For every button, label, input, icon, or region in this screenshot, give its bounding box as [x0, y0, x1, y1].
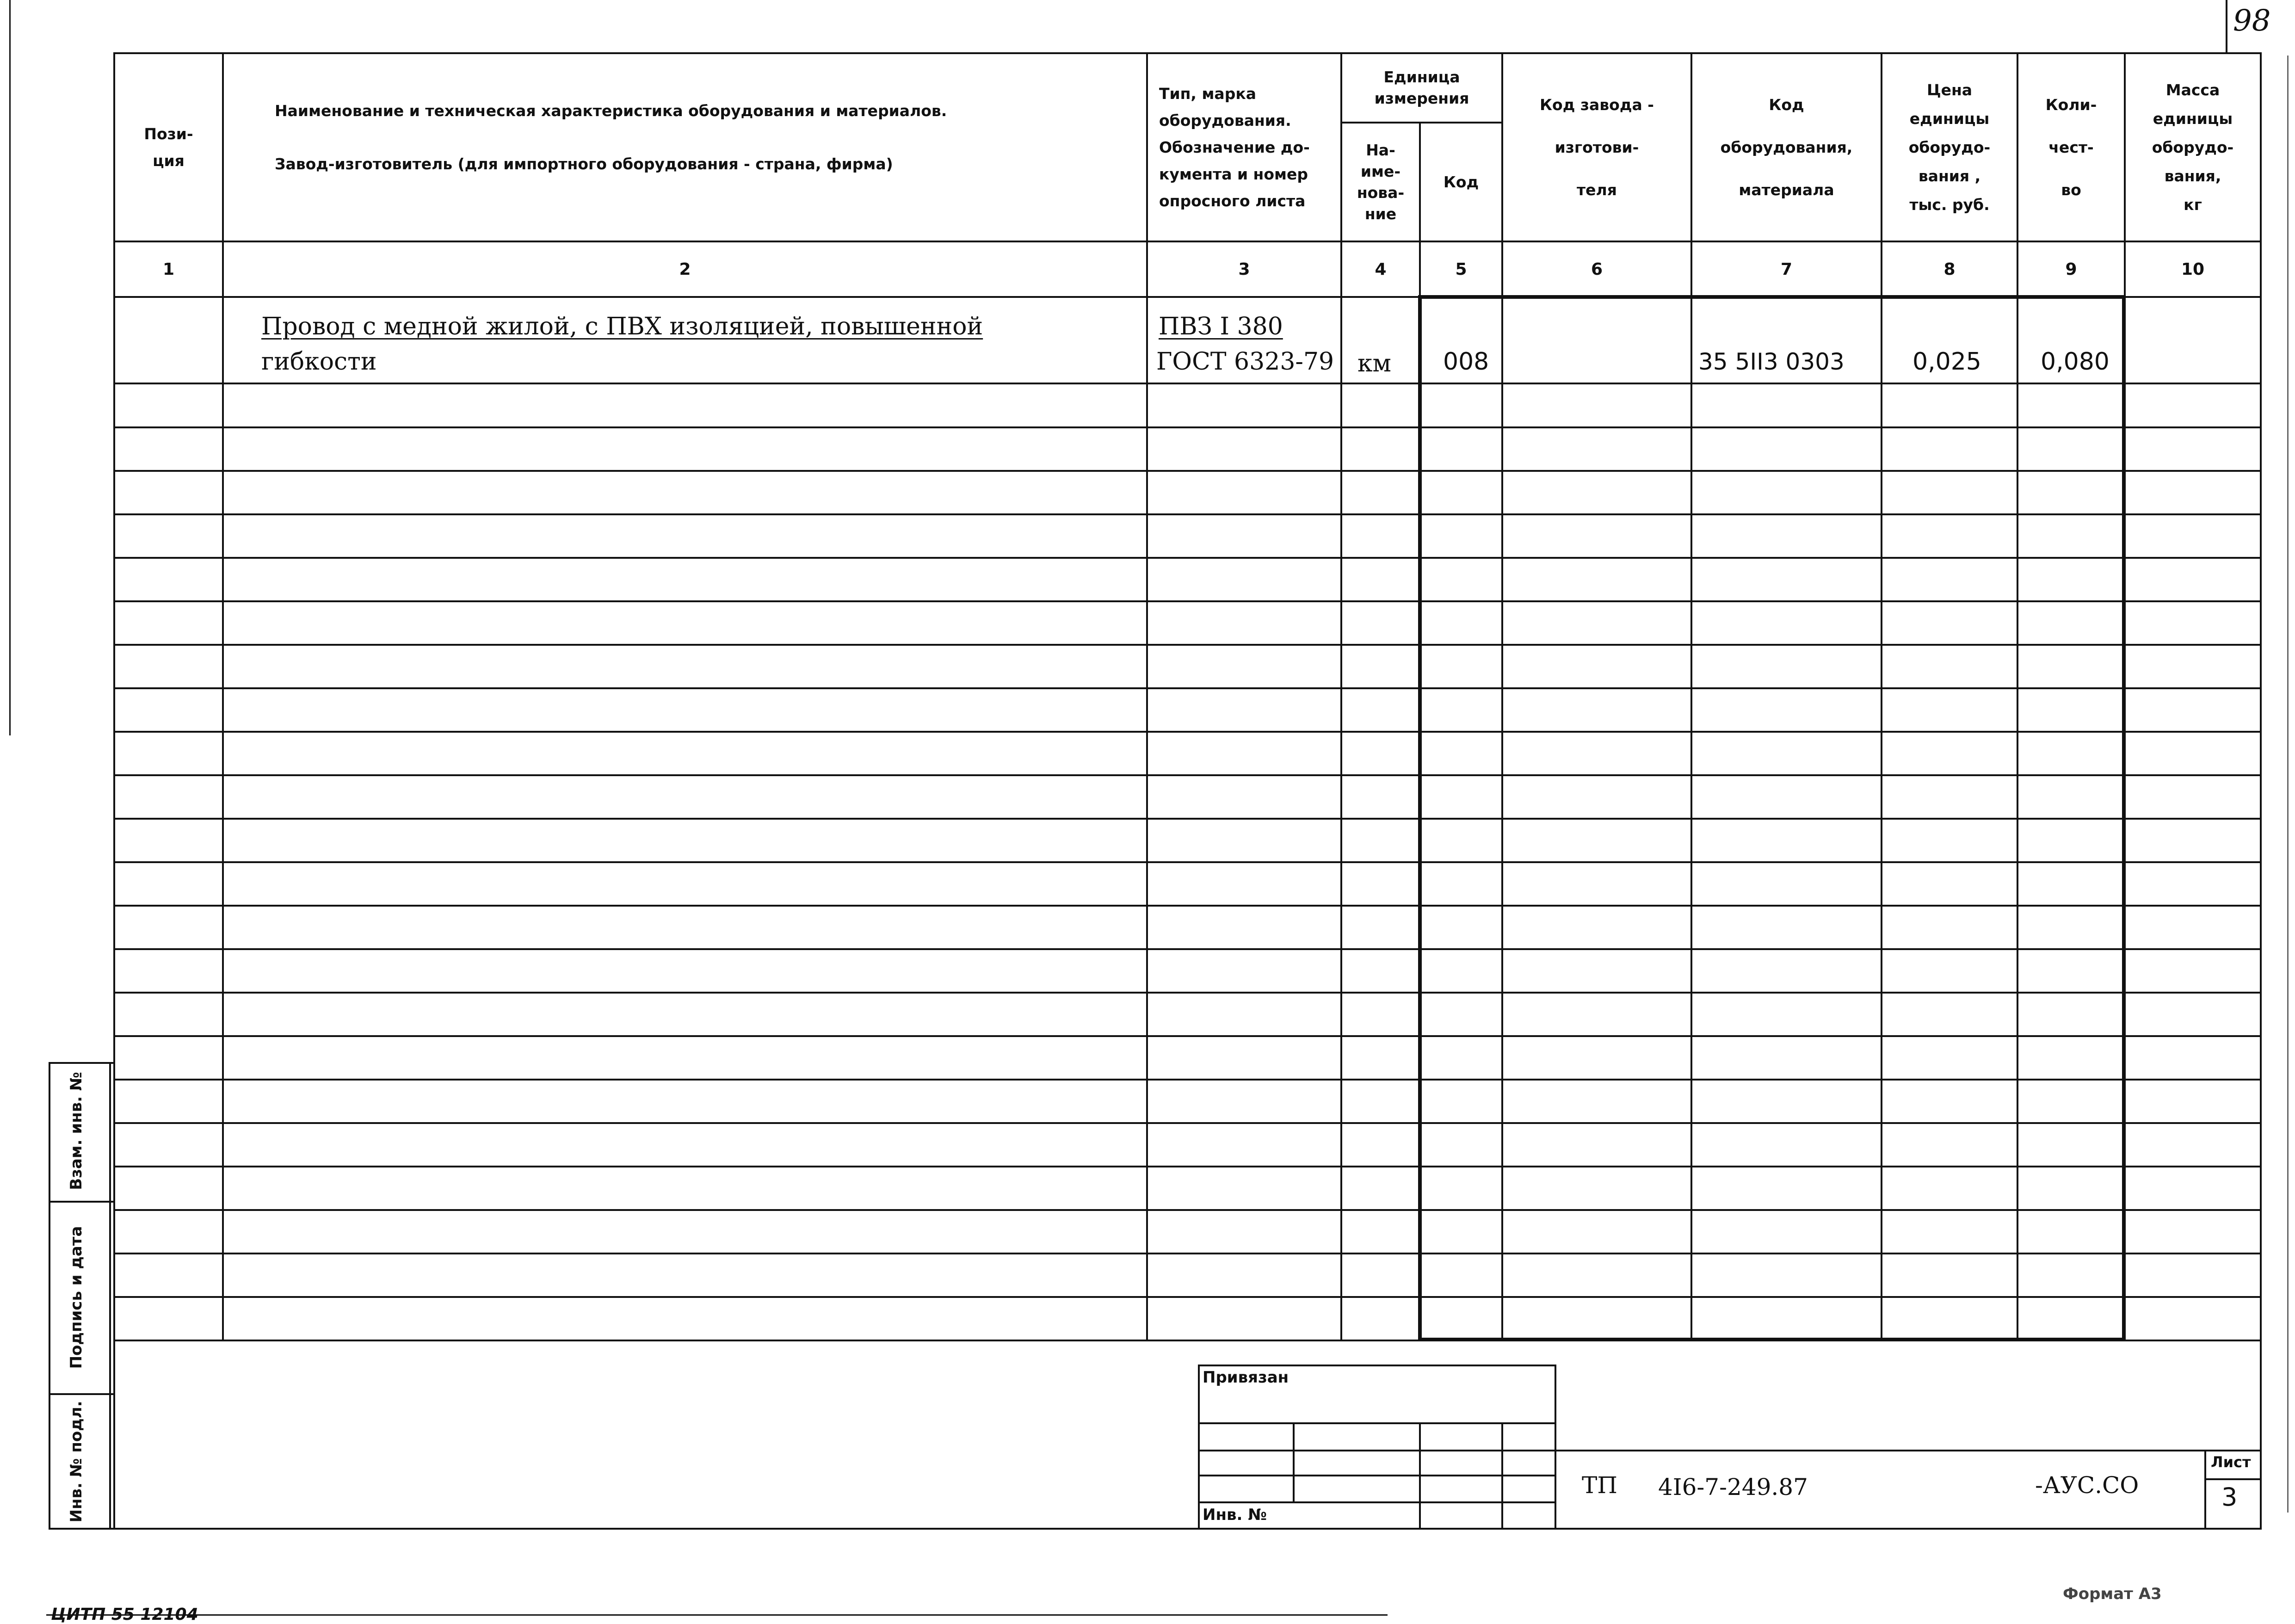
header-col3: Тип, марка оборудования. Обозначение до- кумента и номер опросного листа: [1159, 84, 1310, 210]
stamp-original-inv: Инв. № подл.: [67, 1401, 86, 1523]
header-col10: Масса единицы оборудо- вания, кг: [2152, 80, 2234, 214]
item-name-line2: гибкости: [261, 348, 377, 376]
footer-right: Формат А3: [2063, 1585, 2162, 1603]
item-price: 0,025: [1912, 348, 1981, 376]
item-type-line1: ПВЗ I 380: [1159, 313, 1283, 340]
inv-number-label: Инв. №: [1203, 1506, 1267, 1524]
item-unit-code: 008: [1443, 348, 1489, 376]
column-number: 1: [162, 259, 175, 279]
stamp-signature-date: Подпись и дата: [67, 1226, 86, 1369]
footer-left: ЦИТП 55 12104: [51, 1605, 198, 1624]
column-number: 6: [1591, 259, 1603, 279]
header-col8: Цена единицы оборудо- вания , тыс. руб.: [1908, 80, 1991, 214]
header-col9: Коли- чест- во: [2045, 95, 2097, 199]
item-material-code: 35 5II3 0303: [1698, 348, 1845, 375]
header-col7: Код оборудования, материала: [1720, 95, 1853, 199]
header-col5: Код: [1443, 173, 1479, 191]
column-number: 10: [2181, 259, 2205, 279]
header-col2-line2: Завод-изготовитель (для импортного оборудования - страна, фирма): [275, 155, 893, 173]
column-number: 2: [679, 259, 691, 279]
column-number: 5: [1455, 259, 1467, 279]
item-unit: км: [1357, 350, 1391, 377]
column-number: 8: [1943, 259, 1956, 279]
header-col4: На- име- нова- ние: [1357, 141, 1405, 223]
header-col6: Код завода - изготови- теля: [1540, 95, 1654, 199]
item-quantity: 0,080: [2041, 348, 2110, 376]
item-type-line2: ГОСТ 6323-79: [1156, 348, 1334, 376]
column-number: 3: [1238, 259, 1250, 279]
doc-prefix: ТП: [1582, 1472, 1617, 1499]
linked-label: Привязан: [1203, 1368, 1289, 1387]
sheet-number: 3: [2221, 1482, 2238, 1512]
header-unit-group: Единица измерения: [1374, 68, 1469, 107]
doc-number: 4I6-7-249.87: [1658, 1474, 1808, 1501]
column-number: 9: [2065, 259, 2077, 279]
header-col2-line1: Наименование и техническая характеристика оборудования и материалов.: [275, 102, 947, 120]
header-col1: Пози- ция: [144, 124, 193, 170]
doc-suffix: -АУС.СО: [2035, 1472, 2139, 1499]
page-number: 98: [2233, 4, 2271, 38]
column-number: 4: [1375, 259, 1387, 279]
sheet-label: Лист: [2211, 1453, 2251, 1471]
item-name-line1: Провод с медной жилой, с ПВХ изоляцией, повышенной: [261, 313, 983, 340]
column-number: 7: [1780, 259, 1793, 279]
stamp-replaced-inv: Взам. инв. №: [67, 1072, 86, 1190]
